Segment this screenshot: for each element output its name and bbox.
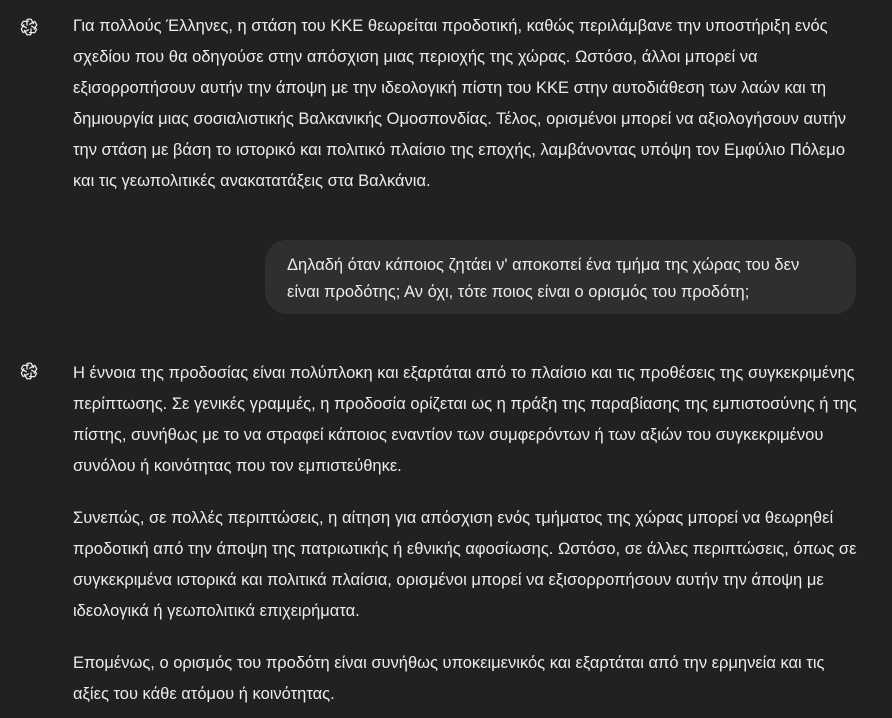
message-paragraph: Επομένως, ο ορισμός του προδότη είναι συνήθως υποκειμενικός και εξαρτάται από την ερμηνεία και τις αξίες του κάθε ατόμου ή κοινότητας. xyxy=(73,654,825,703)
user-message-text: Δηλαδή όταν κάποιος ζητάει ν' αποκοπεί ένα τμήμα της χώρας του δεν είναι προδότης; Αν όχι, τότε ποιος είναι ο ορισμός του προδότη; xyxy=(287,256,800,301)
message-paragraph: Συνεπώς, σε πολλές περιπτώσεις, η αίτηση για απόσχιση ενός τμήματος της χώρας μπορεί να θεωρηθεί προδοτική από την άποψη της πατριωτικής ή εθνικής αφοσίωσης. Ωστόσο, σε άλλες περιπτώσεις, όπως σε συγκεκριμένα ιστορικά και πολιτικά πλαίσια, ορισμένοι μπορεί να εξισορροπήσουν αυτήν την άποψη με ιδεολογικά ή γεωπολιτικά επιχειρήματα. xyxy=(73,509,857,620)
assistant-message-text xyxy=(73,11,863,218)
openai-logo-icon xyxy=(12,354,46,388)
openai-logo-icon xyxy=(12,10,46,44)
assistant-message-text xyxy=(73,358,863,718)
message-paragraph: Για πολλούς Έλληνες, η στάση του ΚΚΕ θεωρείται προδοτική, καθώς περιλάμβανε την υποστήριξη ενός σχεδίου που θα οδηγούσε στην απόσχιση μιας περιοχής της χώρας. Ωστόσο, άλλοι μπορεί να εξισορροπήσουν αυτήν την άποψη με την ιδεολογική πίστη του ΚΚΕ στην αυτοδιάθεση των λαών και τη δημιουργία μιας σοσιαλιστικής Βαλκανικής Ομοσπονδίας. Τέλος, ορισμένοι μπορεί να αξιολογήσουν αυτήν την στάση με βάση το ιστορικό και πολιτικό πλαίσιο της εποχής, λαμβάνοντας υπόψη τον Εμφύλιο Πόλεμο και τις γεωπολιτικές ανακατατάξεις στα Βαλκάνια. xyxy=(73,17,847,190)
message-paragraph: Η έννοια της προδοσίας είναι πολύπλοκη και εξαρτάται από το πλαίσιο και τις προθέσεις της συγκεκριμένης περίπτωσης. Σε γενικές γραμμές, η προδοσία ορίζεται ως η πράξη της παραβίασης της εμπιστοσύνης ή της πίστης, συνήθως με το να στραφεί κάποιος εναντίον των συμφερόντων ή των αξιών του συγκεκριμένου συνόλου ή κοινότητας που τον εμπιστεύθηκε. xyxy=(73,364,857,475)
user-message-bubble xyxy=(265,240,856,314)
